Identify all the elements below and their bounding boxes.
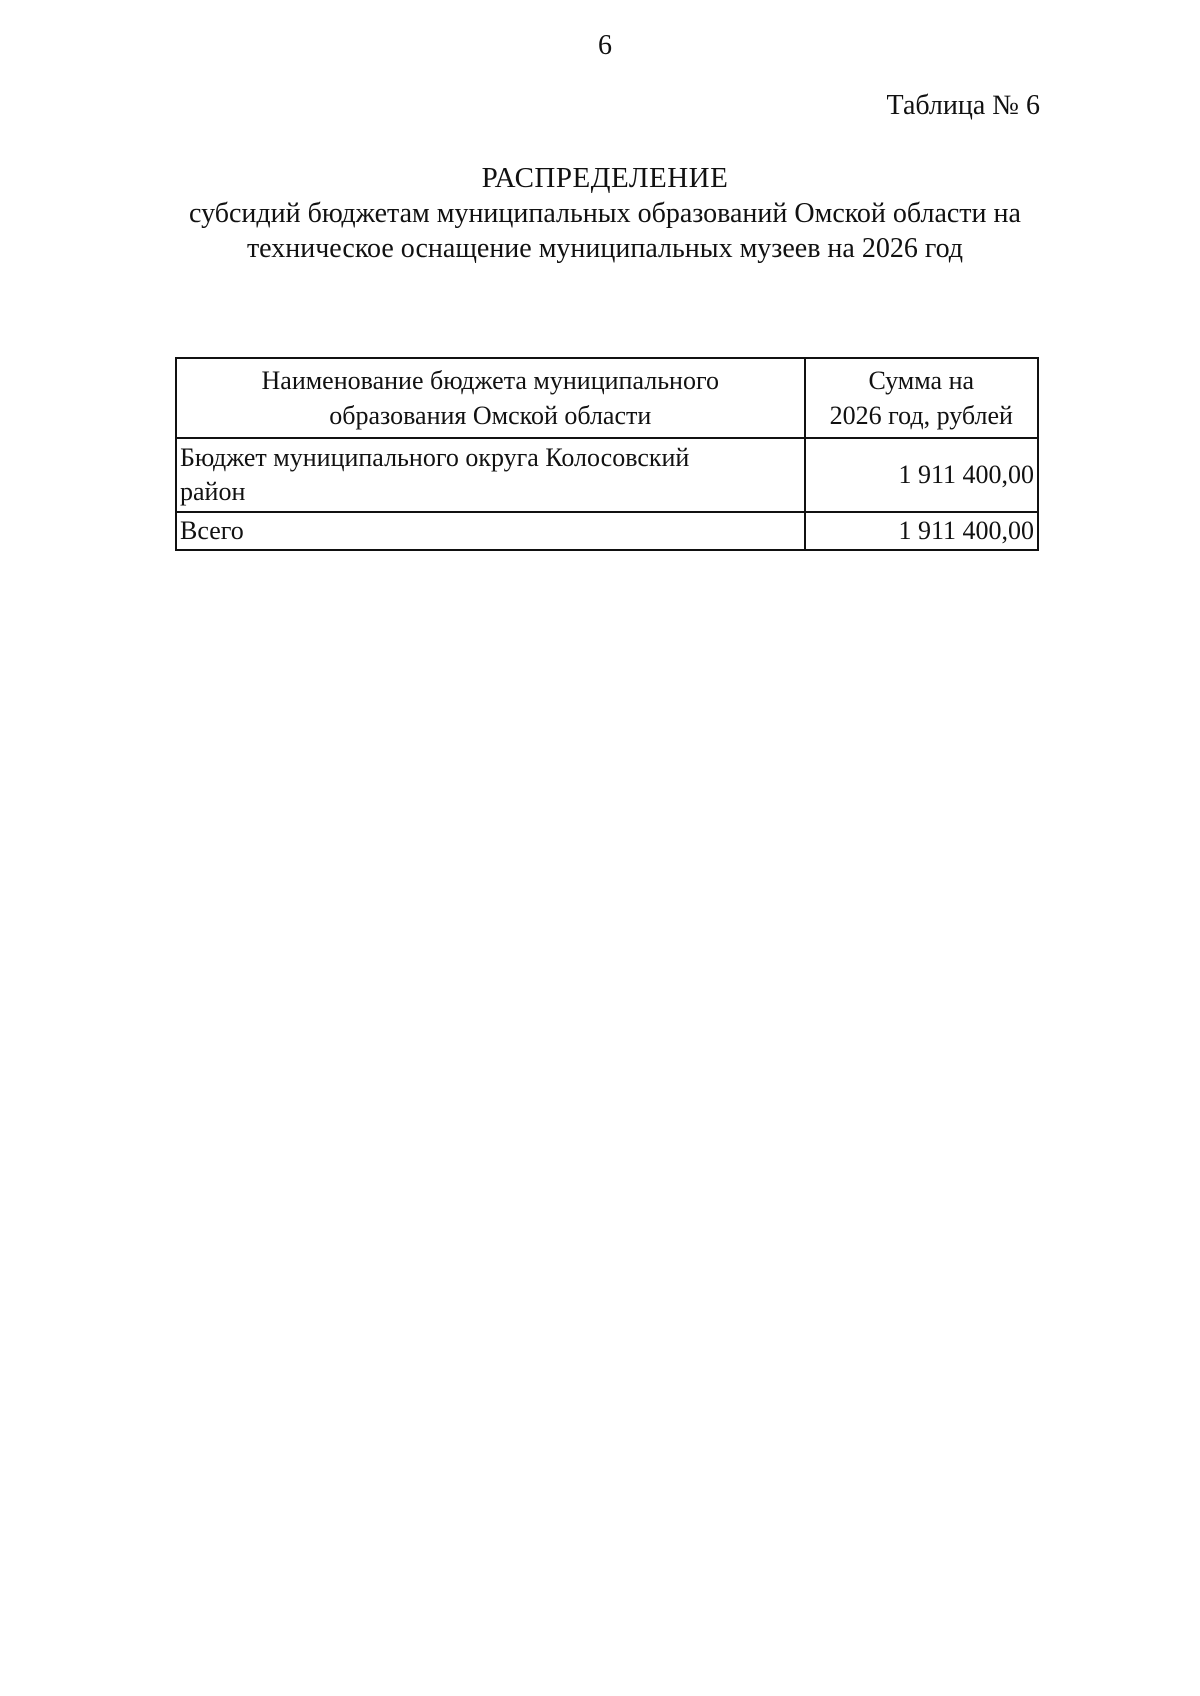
header-sum-line-1: Сумма на xyxy=(868,366,975,395)
heading-subtitle-line-1: субсидий бюджетам муниципальных образований Омской области на xyxy=(189,198,1021,229)
page-number: 6 xyxy=(598,30,612,61)
total-sum: 1 911 400,00 xyxy=(805,512,1039,550)
row-budget-name-line-2: район xyxy=(180,477,246,506)
header-sum xyxy=(805,358,1039,438)
header-budget-name xyxy=(176,358,805,438)
total-label: Всего xyxy=(176,512,805,550)
row-sum: 1 911 400,00 xyxy=(805,438,1039,512)
header-sum-line-2: 2026 год, рублей xyxy=(829,401,1013,430)
header-budget-name-line-1: Наименование бюджета муниципального xyxy=(261,366,719,395)
table-total-row xyxy=(176,512,1038,550)
table-reference: Таблица № 6 xyxy=(886,90,1040,121)
heading-subtitle-line-2: техническое оснащение муниципальных музеев на 2026 год xyxy=(246,233,964,264)
table-header-row xyxy=(176,358,1038,438)
row-budget-name xyxy=(176,438,805,512)
row-budget-name-line-1: Бюджет муниципального округа Колосовский xyxy=(180,443,690,472)
distribution-table xyxy=(175,357,1039,551)
heading-title: РАСПРЕДЕЛЕНИЕ xyxy=(481,162,729,194)
table-row xyxy=(176,438,1038,512)
header-budget-name-line-2: образования Омской области xyxy=(329,401,652,430)
document-heading xyxy=(170,160,1040,266)
